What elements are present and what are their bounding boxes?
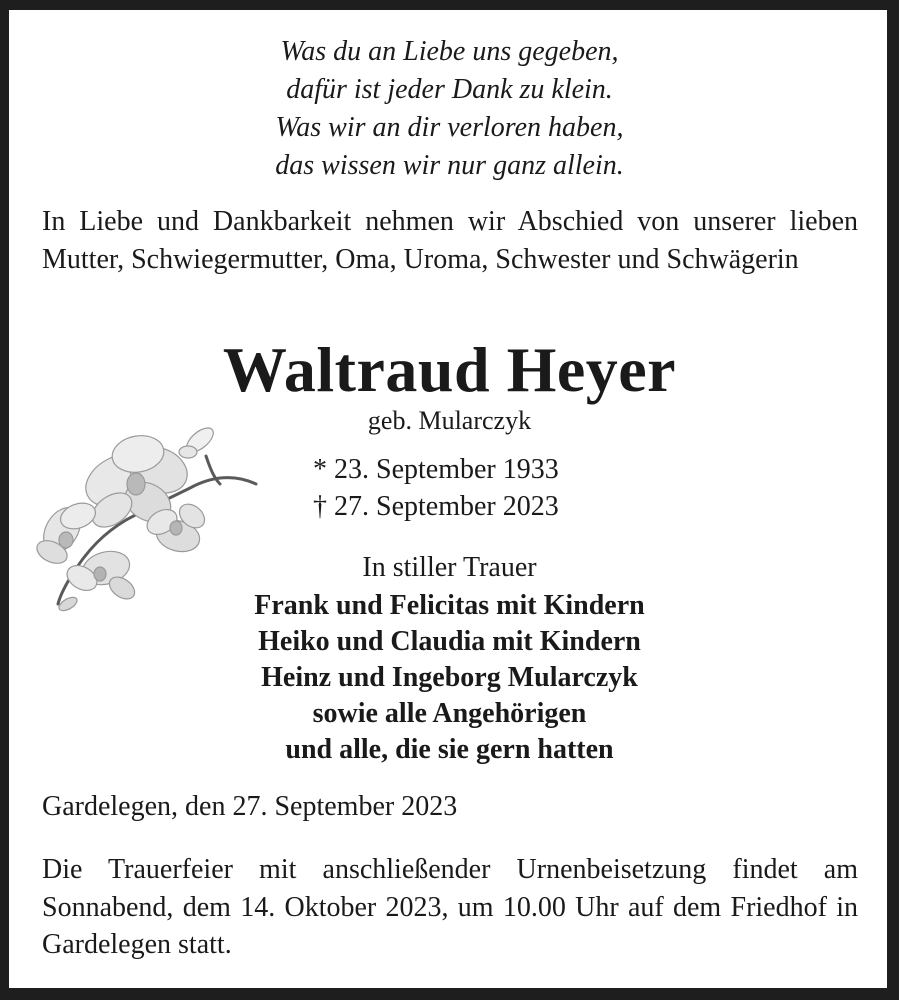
birth-date: * 23. September 1933 xyxy=(313,454,559,485)
mourner-line: und alle, die sie gern hatten xyxy=(285,734,614,765)
death-date: † 27. September 2023 xyxy=(313,491,559,522)
mourner-line: sowie alle Angehörigen xyxy=(312,698,587,729)
place-and-date: Gardelegen, den 27. September 2023 xyxy=(42,791,458,822)
mourner-line: Heinz und Ingeborg Mularczyk xyxy=(261,662,638,693)
maiden-name: geb. Mularczyk xyxy=(367,406,532,435)
mourner-line: Heiko und Claudia mit Kindern xyxy=(258,626,641,657)
poem-line-2: dafür ist jeder Dank zu klein. xyxy=(286,74,613,105)
mourning-title: In stiller Trauer xyxy=(362,552,537,583)
poem-line-3: Was wir an dir verloren haben, xyxy=(275,112,624,143)
mourner-line: Frank und Felicitas mit Kindern xyxy=(254,590,645,621)
poem xyxy=(0,33,899,185)
poem-line-1: Was du an Liebe uns gegeben, xyxy=(280,36,619,67)
mourners-list xyxy=(0,588,899,768)
funeral-service-text: Die Trauerfeier mit anschließender Urnenbeisetzung findet am Sonnabend, dem 14. Oktober 2023, um 10.00 Uhr auf dem Friedhof in Gardelegen statt. xyxy=(42,854,858,960)
intro-text: In Liebe und Dankbarkeit nehmen wir Abschied von unserer lieben Mutter, Schwiegermutter, Oma, Uroma, Schwester und Schwägerin xyxy=(42,206,858,275)
life-dates xyxy=(313,451,559,525)
poem-line-4: das wissen wir nur ganz allein. xyxy=(275,150,624,181)
deceased-name: Waltraud Heyer xyxy=(222,334,677,405)
